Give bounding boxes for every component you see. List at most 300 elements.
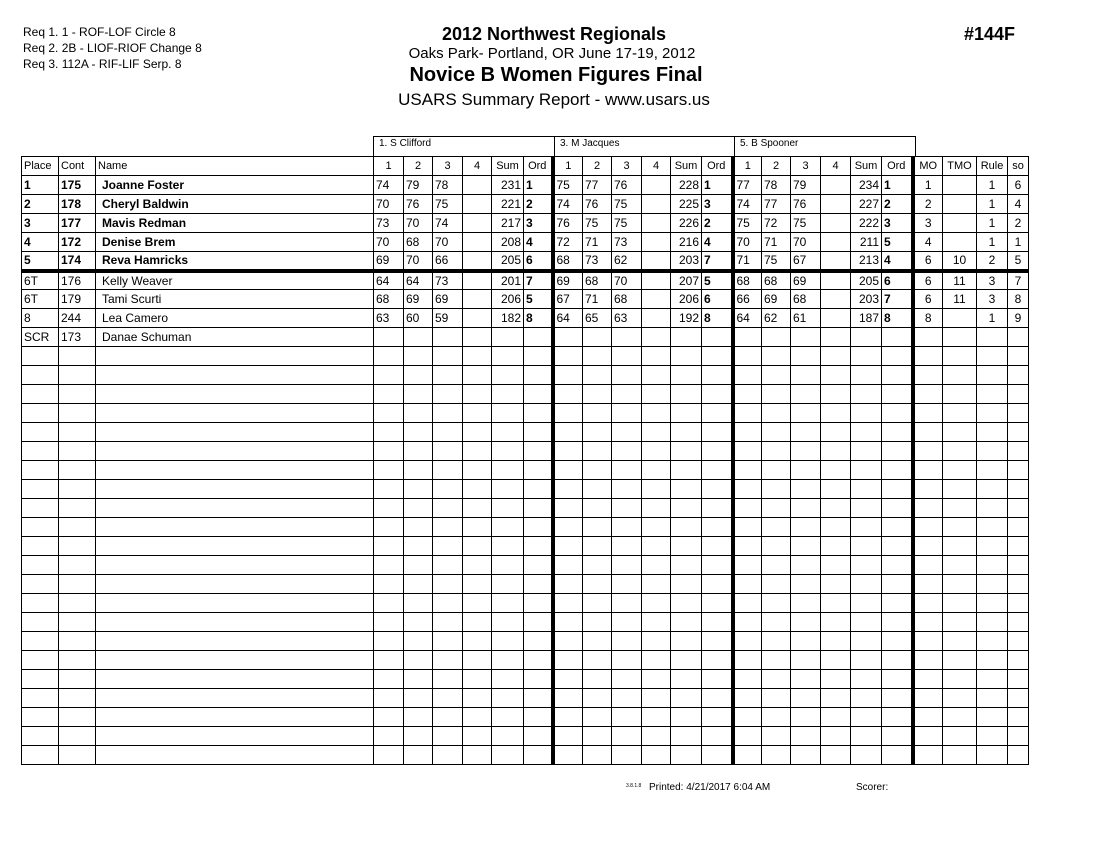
table-cell: [821, 309, 851, 328]
table-cell: [791, 670, 821, 689]
table-cell: [913, 708, 943, 727]
table-cell: [671, 518, 702, 537]
table-cell: 1: [1008, 233, 1029, 252]
table-cell: 70: [374, 195, 404, 214]
table-cell: [524, 404, 553, 423]
table-cell: [671, 708, 702, 727]
table-cell: [851, 708, 882, 727]
table-cell: [374, 461, 404, 480]
table-cell: [882, 746, 913, 765]
empty-row: [22, 404, 1029, 423]
table-cell: [977, 575, 1008, 594]
table-cell: [642, 708, 671, 727]
table-cell: [553, 613, 583, 632]
empty-row: [22, 518, 1029, 537]
table-cell: 64: [733, 309, 762, 328]
table-cell: [433, 347, 463, 366]
table-cell: 5: [1008, 252, 1029, 271]
table-cell: [913, 442, 943, 461]
table-cell: [553, 499, 583, 518]
table-cell: [821, 347, 851, 366]
table-cell: [791, 442, 821, 461]
table-cell: 73: [612, 233, 642, 252]
table-cell: [22, 404, 59, 423]
table-cell: 75: [553, 176, 583, 195]
table-cell: [702, 518, 733, 537]
table-cell: 8: [22, 309, 59, 328]
table-cell: 1: [977, 176, 1008, 195]
table-cell: [553, 651, 583, 670]
table-cell: [913, 746, 943, 765]
empty-row: [22, 651, 1029, 670]
table-cell: [463, 480, 492, 499]
table-cell: [612, 404, 642, 423]
table-cell: [642, 214, 671, 233]
table-cell: [882, 594, 913, 613]
table-cell: [59, 461, 96, 480]
table-cell: [702, 556, 733, 575]
table-cell: [762, 708, 791, 727]
table-cell: [913, 727, 943, 746]
table-cell: 6: [702, 290, 733, 309]
table-cell: [977, 708, 1008, 727]
table-cell: [492, 537, 524, 556]
table-cell: [821, 233, 851, 252]
table-cell: [642, 176, 671, 195]
table-cell: 70: [374, 233, 404, 252]
table-cell: [433, 385, 463, 404]
table-cell: [463, 575, 492, 594]
table-cell: [492, 518, 524, 537]
table-cell: [821, 480, 851, 499]
table-cell: [821, 176, 851, 195]
table-cell: [821, 575, 851, 594]
column-header: Ord: [702, 157, 733, 176]
table-cell: 231: [492, 176, 524, 195]
table-cell: [762, 385, 791, 404]
table-cell: [553, 537, 583, 556]
table-cell: [1008, 480, 1029, 499]
table-cell: 70: [791, 233, 821, 252]
column-header: 3: [612, 157, 642, 176]
table-cell: 64: [404, 271, 433, 290]
table-cell: [642, 271, 671, 290]
table-cell: [463, 613, 492, 632]
table-cell: 70: [404, 214, 433, 233]
table-cell: [882, 423, 913, 442]
table-cell: [762, 575, 791, 594]
table-cell: [553, 708, 583, 727]
table-cell: [733, 746, 762, 765]
table-cell: [1008, 727, 1029, 746]
table-cell: [96, 518, 374, 537]
table-cell: [96, 366, 374, 385]
table-cell: [642, 727, 671, 746]
empty-row: [22, 366, 1029, 385]
table-cell: [492, 423, 524, 442]
table-cell: [671, 556, 702, 575]
table-cell: [913, 366, 943, 385]
table-cell: [762, 480, 791, 499]
table-cell: 177: [59, 214, 96, 233]
table-cell: 65: [583, 309, 612, 328]
table-cell: [433, 404, 463, 423]
table-cell: [374, 727, 404, 746]
table-cell: [702, 708, 733, 727]
column-header: Sum: [492, 157, 524, 176]
table-cell: [943, 575, 977, 594]
table-cell: [96, 480, 374, 499]
table-cell: [553, 404, 583, 423]
column-header: 2: [583, 157, 612, 176]
table-cell: 1: [977, 233, 1008, 252]
table-cell: [733, 480, 762, 499]
table-cell: [702, 347, 733, 366]
table-row: [22, 176, 1029, 195]
table-cell: [374, 632, 404, 651]
table-cell: [583, 651, 612, 670]
table-cell: [851, 746, 882, 765]
table-cell: 76: [791, 195, 821, 214]
table-cell: 64: [374, 271, 404, 290]
event-number: #144F: [964, 24, 1016, 44]
table-cell: [791, 518, 821, 537]
table-cell: [374, 347, 404, 366]
table-cell: [642, 404, 671, 423]
table-cell: 1: [977, 214, 1008, 233]
table-cell: [96, 461, 374, 480]
table-cell: 2: [913, 195, 943, 214]
table-cell: [583, 670, 612, 689]
table-cell: [1008, 594, 1029, 613]
empty-row: [22, 480, 1029, 499]
column-header: 1: [374, 157, 404, 176]
table-cell: [851, 442, 882, 461]
column-header: TMO: [943, 157, 977, 176]
table-cell: [492, 594, 524, 613]
table-cell: [821, 537, 851, 556]
table-cell: [671, 385, 702, 404]
table-cell: [404, 651, 433, 670]
table-cell: [463, 328, 492, 347]
table-cell: [583, 556, 612, 575]
table-cell: [762, 499, 791, 518]
table-cell: [59, 575, 96, 594]
table-cell: [762, 423, 791, 442]
table-cell: 1: [913, 176, 943, 195]
table-cell: [702, 480, 733, 499]
table-cell: [943, 347, 977, 366]
table-cell: 8: [702, 309, 733, 328]
table-cell: [463, 252, 492, 271]
table-cell: [1008, 442, 1029, 461]
table-cell: 75: [583, 214, 612, 233]
table-cell: [96, 651, 374, 670]
table-cell: [1008, 328, 1029, 347]
table-cell: [851, 461, 882, 480]
table-cell: [22, 746, 59, 765]
table-cell: [791, 632, 821, 651]
table-cell: [583, 404, 612, 423]
table-cell: [22, 632, 59, 651]
table-cell: [612, 518, 642, 537]
table-cell: [882, 328, 913, 347]
table-cell: [22, 442, 59, 461]
table-cell: 234: [851, 176, 882, 195]
table-cell: [977, 556, 1008, 575]
table-cell: [59, 727, 96, 746]
table-cell: [1008, 499, 1029, 518]
table-cell: [583, 594, 612, 613]
column-header: 1: [733, 157, 762, 176]
event-name: Novice B Women Figures Final: [409, 64, 703, 86]
table-cell: [791, 746, 821, 765]
table-cell: [977, 632, 1008, 651]
table-cell: [702, 537, 733, 556]
table-cell: [1008, 423, 1029, 442]
table-cell: [733, 727, 762, 746]
table-cell: [821, 252, 851, 271]
table-cell: [733, 575, 762, 594]
table-cell: [583, 499, 612, 518]
table-cell: [671, 727, 702, 746]
table-cell: [791, 537, 821, 556]
table-cell: [612, 442, 642, 461]
table-cell: [702, 651, 733, 670]
table-cell: [553, 347, 583, 366]
table-cell: [821, 670, 851, 689]
table-cell: 3: [22, 214, 59, 233]
table-cell: 3: [524, 214, 553, 233]
table-cell: [882, 537, 913, 556]
table-cell: 74: [733, 195, 762, 214]
table-cell: 5: [22, 252, 59, 271]
table-row: [22, 309, 1029, 328]
table-cell: [1008, 347, 1029, 366]
table-cell: [702, 442, 733, 461]
table-cell: [553, 594, 583, 613]
table-cell: Cheryl Baldwin: [96, 195, 374, 214]
table-cell: [463, 423, 492, 442]
table-cell: [702, 746, 733, 765]
table-cell: [1008, 575, 1029, 594]
table-cell: [404, 556, 433, 575]
table-cell: 5: [702, 271, 733, 290]
table-cell: [913, 613, 943, 632]
table-cell: [1008, 689, 1029, 708]
table-cell: [1008, 651, 1029, 670]
table-cell: [702, 385, 733, 404]
table-cell: 76: [553, 214, 583, 233]
table-cell: [943, 689, 977, 708]
table-cell: 4: [1008, 195, 1029, 214]
table-cell: [1008, 537, 1029, 556]
table-cell: 8: [882, 309, 913, 328]
table-cell: [642, 461, 671, 480]
table-cell: [821, 708, 851, 727]
table-cell: [851, 347, 882, 366]
table-cell: [882, 404, 913, 423]
table-cell: [882, 651, 913, 670]
table-cell: [882, 347, 913, 366]
table-cell: [22, 366, 59, 385]
table-cell: [612, 328, 642, 347]
table-cell: [583, 575, 612, 594]
table-cell: [433, 594, 463, 613]
table-cell: [791, 499, 821, 518]
table-cell: [492, 556, 524, 575]
table-cell: 4: [702, 233, 733, 252]
table-cell: [1008, 556, 1029, 575]
table-cell: [851, 689, 882, 708]
table-cell: [22, 347, 59, 366]
event-title: 2012 Northwest Regionals: [441, 24, 667, 44]
table-cell: 1: [702, 176, 733, 195]
table-cell: [374, 385, 404, 404]
table-cell: [492, 575, 524, 594]
table-cell: [433, 537, 463, 556]
table-cell: [583, 366, 612, 385]
table-cell: [762, 613, 791, 632]
table-cell: [762, 689, 791, 708]
table-cell: [374, 518, 404, 537]
table-cell: [374, 556, 404, 575]
column-header: 2: [762, 157, 791, 176]
table-cell: [96, 556, 374, 575]
table-cell: 4: [913, 233, 943, 252]
table-cell: [404, 746, 433, 765]
table-cell: [977, 594, 1008, 613]
table-cell: 75: [612, 195, 642, 214]
table-cell: [433, 746, 463, 765]
table-cell: [821, 385, 851, 404]
table-cell: [374, 670, 404, 689]
table-cell: [59, 442, 96, 461]
table-cell: [1008, 518, 1029, 537]
table-cell: [943, 328, 977, 347]
table-cell: 79: [404, 176, 433, 195]
table-cell: [612, 651, 642, 670]
table-cell: [492, 499, 524, 518]
table-cell: 71: [733, 252, 762, 271]
table-cell: [492, 385, 524, 404]
empty-row: [22, 594, 1029, 613]
table-cell: 70: [404, 252, 433, 271]
table-cell: [642, 290, 671, 309]
table-cell: [977, 366, 1008, 385]
column-header: Sum: [851, 157, 882, 176]
table-cell: 227: [851, 195, 882, 214]
results-table: [21, 156, 1029, 765]
table-cell: [22, 575, 59, 594]
table-cell: [913, 594, 943, 613]
table-cell: [404, 480, 433, 499]
table-cell: [374, 423, 404, 442]
table-cell: [22, 651, 59, 670]
table-row: [22, 271, 1029, 290]
table-cell: [59, 423, 96, 442]
table-cell: [642, 309, 671, 328]
table-cell: 75: [433, 195, 463, 214]
table-cell: [612, 632, 642, 651]
table-cell: 79: [791, 176, 821, 195]
table-cell: 1: [977, 195, 1008, 214]
table-cell: [463, 271, 492, 290]
table-cell: [642, 347, 671, 366]
table-cell: [882, 499, 913, 518]
table-cell: [977, 518, 1008, 537]
table-cell: Mavis Redman: [96, 214, 374, 233]
table-cell: [583, 461, 612, 480]
table-cell: [612, 461, 642, 480]
table-cell: 5: [882, 233, 913, 252]
table-cell: [913, 423, 943, 442]
table-cell: [492, 727, 524, 746]
table-cell: 216: [671, 233, 702, 252]
table-cell: [524, 575, 553, 594]
table-cell: 244: [59, 309, 96, 328]
table-cell: Reva Hamricks: [96, 252, 374, 271]
column-header: Sum: [671, 157, 702, 176]
table-cell: [524, 537, 553, 556]
table-cell: [374, 480, 404, 499]
table-cell: [671, 594, 702, 613]
table-cell: [702, 613, 733, 632]
table-cell: [433, 499, 463, 518]
table-cell: [612, 480, 642, 499]
table-cell: [882, 670, 913, 689]
table-cell: 221: [492, 195, 524, 214]
table-cell: [943, 518, 977, 537]
table-cell: 2: [882, 195, 913, 214]
table-cell: [642, 594, 671, 613]
table-cell: [851, 670, 882, 689]
table-cell: [943, 651, 977, 670]
judge-2-label: 3. M Jacques: [554, 136, 735, 156]
table-cell: [492, 442, 524, 461]
table-cell: 70: [733, 233, 762, 252]
table-cell: 226: [671, 214, 702, 233]
table-cell: [821, 271, 851, 290]
table-cell: [851, 537, 882, 556]
table-cell: [22, 385, 59, 404]
table-cell: [374, 575, 404, 594]
table-cell: [1008, 670, 1029, 689]
table-cell: 77: [733, 176, 762, 195]
column-header: Rule: [977, 157, 1008, 176]
table-cell: [583, 613, 612, 632]
table-cell: [463, 404, 492, 423]
table-cell: [762, 461, 791, 480]
table-cell: [977, 385, 1008, 404]
table-cell: [821, 594, 851, 613]
table-cell: [943, 537, 977, 556]
table-cell: [977, 480, 1008, 499]
table-cell: [463, 309, 492, 328]
table-cell: [59, 613, 96, 632]
table-cell: 1: [977, 309, 1008, 328]
table-cell: [583, 537, 612, 556]
table-cell: [943, 366, 977, 385]
table-cell: [671, 537, 702, 556]
table-cell: 7: [882, 290, 913, 309]
table-cell: [404, 385, 433, 404]
table-cell: [492, 689, 524, 708]
table-cell: 205: [851, 271, 882, 290]
table-cell: [642, 556, 671, 575]
table-cell: 173: [59, 328, 96, 347]
table-cell: [404, 670, 433, 689]
